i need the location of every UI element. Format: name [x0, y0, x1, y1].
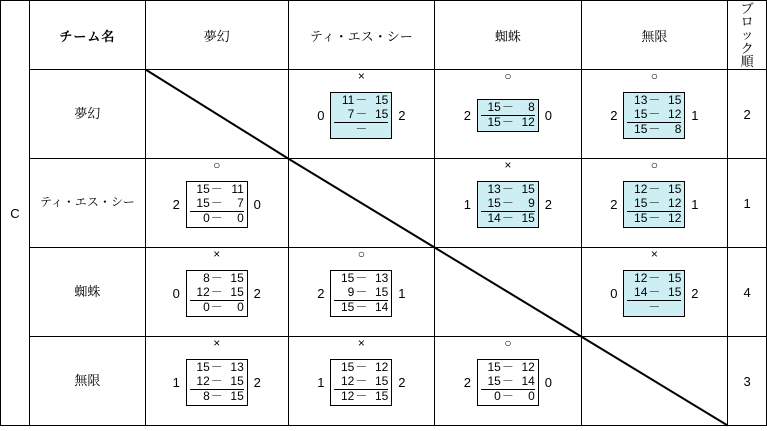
match-result	[289, 247, 435, 334]
column-header-team-label: 蜘蛛	[494, 28, 521, 44]
loss-cross-icon: ×	[357, 69, 365, 83]
match-score-right: 2	[544, 196, 552, 212]
table-row	[1, 337, 767, 426]
match-score-left: 0	[610, 285, 618, 301]
set-score-away: 15	[374, 374, 389, 388]
set-score-dash: －	[501, 115, 514, 129]
column-header-team-3	[435, 1, 582, 70]
set-score-row	[481, 197, 535, 211]
set-score-row	[334, 300, 388, 315]
set-score-dash: －	[355, 93, 368, 107]
match-cell-r3-c1	[146, 248, 289, 337]
win-circle-icon: ○	[650, 158, 659, 172]
set-score-away: 13	[374, 271, 389, 285]
set-score-home: 15	[340, 271, 355, 285]
match-cell-r4-c3	[435, 337, 582, 426]
block-order-header-char: 順	[740, 53, 754, 69]
set-score-away: 12	[668, 107, 682, 121]
set-score-row	[190, 272, 244, 286]
set-score-row	[481, 115, 535, 130]
match-score-right: 1	[691, 196, 699, 212]
block-order-header-char: ク	[740, 40, 754, 56]
set-score-dash: －	[210, 300, 223, 314]
block-order-number: 3	[743, 373, 751, 389]
set-score-dash: －	[648, 182, 661, 196]
self-match-blank-cell	[581, 337, 728, 426]
match-score-left: 0	[317, 107, 325, 123]
set-score-home: 8	[203, 389, 210, 403]
set-score-home: 15	[487, 100, 501, 114]
win-circle-icon: ○	[650, 69, 659, 83]
set-score-row	[627, 197, 681, 211]
set-score-away: 9	[528, 196, 535, 210]
set-score-home: 11	[341, 93, 355, 107]
set-score-away: 0	[237, 300, 244, 314]
set-scores-box	[623, 92, 685, 139]
match-result	[146, 247, 288, 334]
set-score-row	[627, 300, 681, 315]
set-score-home: 15	[196, 196, 210, 210]
set-score-away: 12	[521, 115, 535, 129]
set-score-away: 15	[668, 182, 682, 196]
set-score-row	[190, 286, 244, 300]
set-score-row	[334, 94, 388, 108]
set-score-row	[190, 361, 244, 375]
row-header-team-label: ティ・エス・シー	[39, 195, 135, 210]
set-score-away: 12	[521, 360, 535, 374]
set-score-dash: －	[648, 285, 661, 299]
set-scores-box	[477, 359, 539, 406]
set-score-row	[190, 375, 244, 389]
match-result	[289, 336, 435, 423]
block-order-value-row-2	[728, 159, 767, 248]
set-score-row	[481, 375, 535, 389]
set-score-home: 15	[634, 211, 648, 225]
set-score-dash: －	[648, 93, 661, 107]
set-score-away: 7	[237, 196, 244, 210]
column-header-team-label: 無限	[641, 28, 668, 44]
set-score-home: 8	[203, 271, 210, 285]
set-score-away: 15	[230, 374, 244, 388]
set-score-away: 14	[374, 300, 389, 314]
self-match-blank-cell	[435, 248, 582, 337]
set-score-dash: －	[210, 285, 223, 299]
block-order-value-row-1	[728, 70, 767, 159]
set-score-row	[190, 211, 244, 226]
set-score-away: 15	[230, 271, 244, 285]
set-score-away: 8	[674, 122, 682, 136]
set-score-home: 15	[487, 115, 501, 129]
set-score-row	[627, 272, 681, 286]
set-score-row	[190, 389, 244, 404]
set-score-row	[334, 361, 388, 375]
set-score-away: 8	[528, 100, 535, 114]
loss-cross-icon: ×	[504, 158, 512, 172]
table-row	[1, 70, 767, 159]
set-score-row	[627, 211, 681, 226]
match-cell-r4-c1	[146, 337, 289, 426]
block-order-header-char: ッ	[740, 27, 754, 43]
match-score-left: 2	[172, 196, 180, 212]
set-score-dash: －	[648, 107, 661, 121]
match-score-right: 2	[398, 107, 406, 123]
set-score-home: 15	[340, 360, 355, 374]
set-score-away: 15	[668, 93, 682, 107]
match-score-right: 1	[691, 107, 699, 123]
match-cell-r1-c4	[581, 70, 728, 159]
match-result	[435, 158, 581, 245]
set-score-dash: －	[210, 182, 223, 196]
block-order-number: 4	[743, 284, 751, 300]
set-score-dash: －	[501, 374, 514, 388]
set-score-home: 15	[196, 360, 210, 374]
row-header-team-label: 無限	[74, 372, 101, 388]
win-circle-icon: ○	[504, 69, 512, 83]
loss-cross-icon: ×	[650, 247, 658, 261]
set-scores-box	[186, 181, 248, 228]
match-cell-r1-c2	[288, 70, 435, 159]
set-score-dash: －	[210, 196, 223, 210]
block-order-value-row-3	[728, 248, 767, 337]
match-result	[289, 69, 435, 156]
match-score-left: 2	[610, 196, 618, 212]
set-score-row	[334, 272, 388, 286]
set-score-dash: －	[648, 300, 661, 314]
set-scores-box	[330, 92, 392, 139]
set-score-home: 7	[347, 107, 355, 121]
set-score-home: 14	[634, 285, 648, 299]
set-score-home: 0	[494, 389, 501, 403]
match-score-left: 0	[172, 285, 180, 301]
block-label: C	[10, 205, 20, 221]
table-row	[1, 248, 767, 337]
match-score-right: 2	[398, 374, 406, 390]
match-score-right: 1	[398, 285, 406, 301]
match-score-right: 2	[253, 374, 261, 390]
set-score-dash: －	[648, 122, 661, 136]
set-score-home: 0	[203, 300, 210, 314]
set-scores-box	[186, 270, 248, 317]
set-score-row	[627, 94, 681, 108]
set-score-home: 13	[487, 182, 501, 196]
column-header-team-1	[146, 1, 289, 70]
set-score-away: 15	[668, 271, 682, 285]
match-cell-r2-c4	[581, 159, 728, 248]
set-score-row	[334, 375, 388, 389]
set-score-dash: －	[355, 300, 368, 314]
match-result	[146, 158, 288, 245]
match-result	[146, 336, 288, 423]
self-match-blank-cell	[288, 159, 435, 248]
match-score-left: 1	[172, 374, 180, 390]
row-header-team-4	[29, 337, 145, 426]
set-scores-box	[186, 359, 248, 406]
set-score-dash: －	[355, 374, 368, 388]
match-score-left: 2	[317, 285, 325, 301]
set-score-away: 13	[230, 360, 244, 374]
set-score-dash: －	[355, 122, 368, 136]
set-score-dash: －	[501, 100, 514, 114]
set-score-away: 0	[528, 389, 535, 403]
match-result	[582, 158, 728, 245]
loss-cross-icon: ×	[213, 336, 221, 350]
match-result	[435, 336, 581, 423]
set-score-home: 12	[340, 389, 355, 403]
set-scores-box	[623, 181, 685, 228]
row-header-team-3	[29, 248, 145, 337]
set-score-home: 12	[634, 271, 648, 285]
set-score-away: 15	[521, 182, 535, 196]
set-score-away: 15	[374, 285, 389, 299]
set-score-dash: －	[501, 196, 514, 210]
match-result	[582, 247, 728, 334]
column-header-team-label: 夢幻	[203, 28, 230, 44]
set-scores-box	[623, 270, 685, 317]
set-score-row	[627, 183, 681, 197]
set-score-home: 12	[340, 374, 355, 388]
match-score-left: 1	[463, 196, 471, 212]
row-header-team-2	[29, 159, 145, 248]
column-header-team-label: ティ・エス・シー	[309, 28, 413, 44]
win-circle-icon: ○	[357, 247, 365, 261]
set-score-away: 15	[230, 389, 244, 403]
set-score-row	[190, 197, 244, 211]
set-scores-box	[330, 270, 392, 317]
set-score-away: 12	[374, 360, 389, 374]
set-score-row	[190, 300, 244, 315]
match-score-right: 0	[544, 374, 552, 390]
set-score-row	[481, 361, 535, 375]
block-order-number: 1	[743, 195, 751, 211]
set-score-row	[481, 389, 535, 404]
set-score-home: 13	[634, 93, 648, 107]
row-header-team-label: 蜘蛛	[74, 283, 101, 299]
block-order-value-row-4	[728, 337, 767, 426]
set-score-home: 9	[347, 285, 355, 299]
table-row	[1, 159, 767, 248]
set-score-home: 15	[340, 300, 355, 314]
set-score-row	[481, 101, 535, 115]
set-score-away: 15	[374, 107, 389, 121]
set-score-dash: －	[648, 271, 661, 285]
set-score-home: 15	[487, 374, 501, 388]
set-score-away: 15	[230, 285, 244, 299]
set-score-dash: －	[501, 389, 514, 403]
set-score-home: 0	[203, 211, 210, 225]
set-score-row	[481, 211, 535, 226]
set-score-away: 0	[237, 211, 244, 225]
match-cell-r4-c2	[288, 337, 435, 426]
block-order-header-char: ブ	[740, 0, 754, 16]
set-score-home: 15	[634, 122, 648, 136]
win-circle-icon: ○	[213, 158, 221, 172]
set-score-away: 15	[668, 285, 682, 299]
set-score-dash: －	[355, 285, 368, 299]
match-cell-r3-c2	[288, 248, 435, 337]
self-match-blank-cell	[146, 70, 289, 159]
table-corner-header	[29, 1, 145, 70]
set-score-home: 15	[196, 182, 210, 196]
set-score-home: 14	[487, 211, 501, 225]
match-result	[582, 69, 728, 156]
set-score-away: 12	[668, 211, 682, 225]
set-score-row	[627, 122, 681, 137]
set-score-home: 15	[634, 107, 648, 121]
set-score-dash: －	[501, 360, 514, 374]
match-score-left: 2	[463, 107, 471, 123]
set-score-dash: －	[210, 389, 223, 403]
loss-cross-icon: ×	[213, 247, 221, 261]
match-cell-r2-c3	[435, 159, 582, 248]
loss-cross-icon: ×	[357, 336, 365, 350]
set-scores-box	[477, 99, 539, 132]
row-header-team-label: 夢幻	[74, 105, 101, 121]
match-score-right: 0	[544, 107, 552, 123]
corner-label: チーム名	[59, 28, 116, 44]
set-score-row	[627, 286, 681, 300]
block-order-number: 2	[743, 106, 751, 122]
match-score-left: 1	[317, 374, 325, 390]
row-header-team-1	[29, 70, 145, 159]
set-score-row	[481, 183, 535, 197]
set-score-dash: －	[210, 360, 223, 374]
block-order-header-char: ロ	[740, 14, 754, 30]
set-scores-box	[477, 181, 539, 228]
set-score-away: 15	[521, 211, 535, 225]
column-header-team-2	[288, 1, 435, 70]
set-score-dash: －	[648, 211, 661, 225]
set-score-row	[190, 183, 244, 197]
match-cell-r2-c1	[146, 159, 289, 248]
match-score-right: 2	[691, 285, 699, 301]
set-score-dash: －	[210, 271, 223, 285]
match-score-right: 0	[253, 196, 261, 212]
match-score-left: 2	[463, 374, 471, 390]
match-cell-r1-c3	[435, 70, 582, 159]
set-score-row	[334, 286, 388, 300]
set-score-row	[334, 389, 388, 404]
win-circle-icon: ○	[504, 336, 512, 350]
set-score-away: 15	[374, 389, 389, 403]
set-score-away: 11	[231, 182, 244, 196]
match-score-right: 2	[253, 285, 261, 301]
set-score-home: 12	[196, 285, 210, 299]
set-score-row	[627, 108, 681, 122]
match-result	[435, 69, 581, 156]
set-score-home: 12	[196, 374, 210, 388]
set-score-home: 15	[487, 360, 501, 374]
set-score-dash: －	[355, 360, 368, 374]
set-score-dash: －	[210, 211, 223, 225]
set-score-dash: －	[355, 389, 368, 403]
set-score-dash: －	[355, 107, 368, 121]
block-label-cell	[1, 1, 30, 426]
set-score-away: 12	[668, 196, 682, 210]
set-score-row	[334, 122, 388, 137]
match-score-left: 2	[610, 107, 618, 123]
set-score-dash: －	[210, 374, 223, 388]
set-score-away: 15	[374, 93, 389, 107]
set-score-home: 15	[634, 196, 648, 210]
set-score-home: 15	[487, 196, 501, 210]
set-scores-box	[330, 359, 392, 406]
set-score-row	[334, 108, 388, 122]
match-cell-r3-c4	[581, 248, 728, 337]
set-score-dash: －	[648, 196, 661, 210]
set-score-home: 12	[634, 182, 648, 196]
set-score-dash: －	[501, 211, 514, 225]
column-header-block-order	[728, 1, 767, 70]
column-header-team-4	[581, 1, 728, 70]
set-score-away: 14	[521, 374, 535, 388]
set-score-dash: －	[355, 271, 368, 285]
set-score-dash: －	[501, 182, 514, 196]
